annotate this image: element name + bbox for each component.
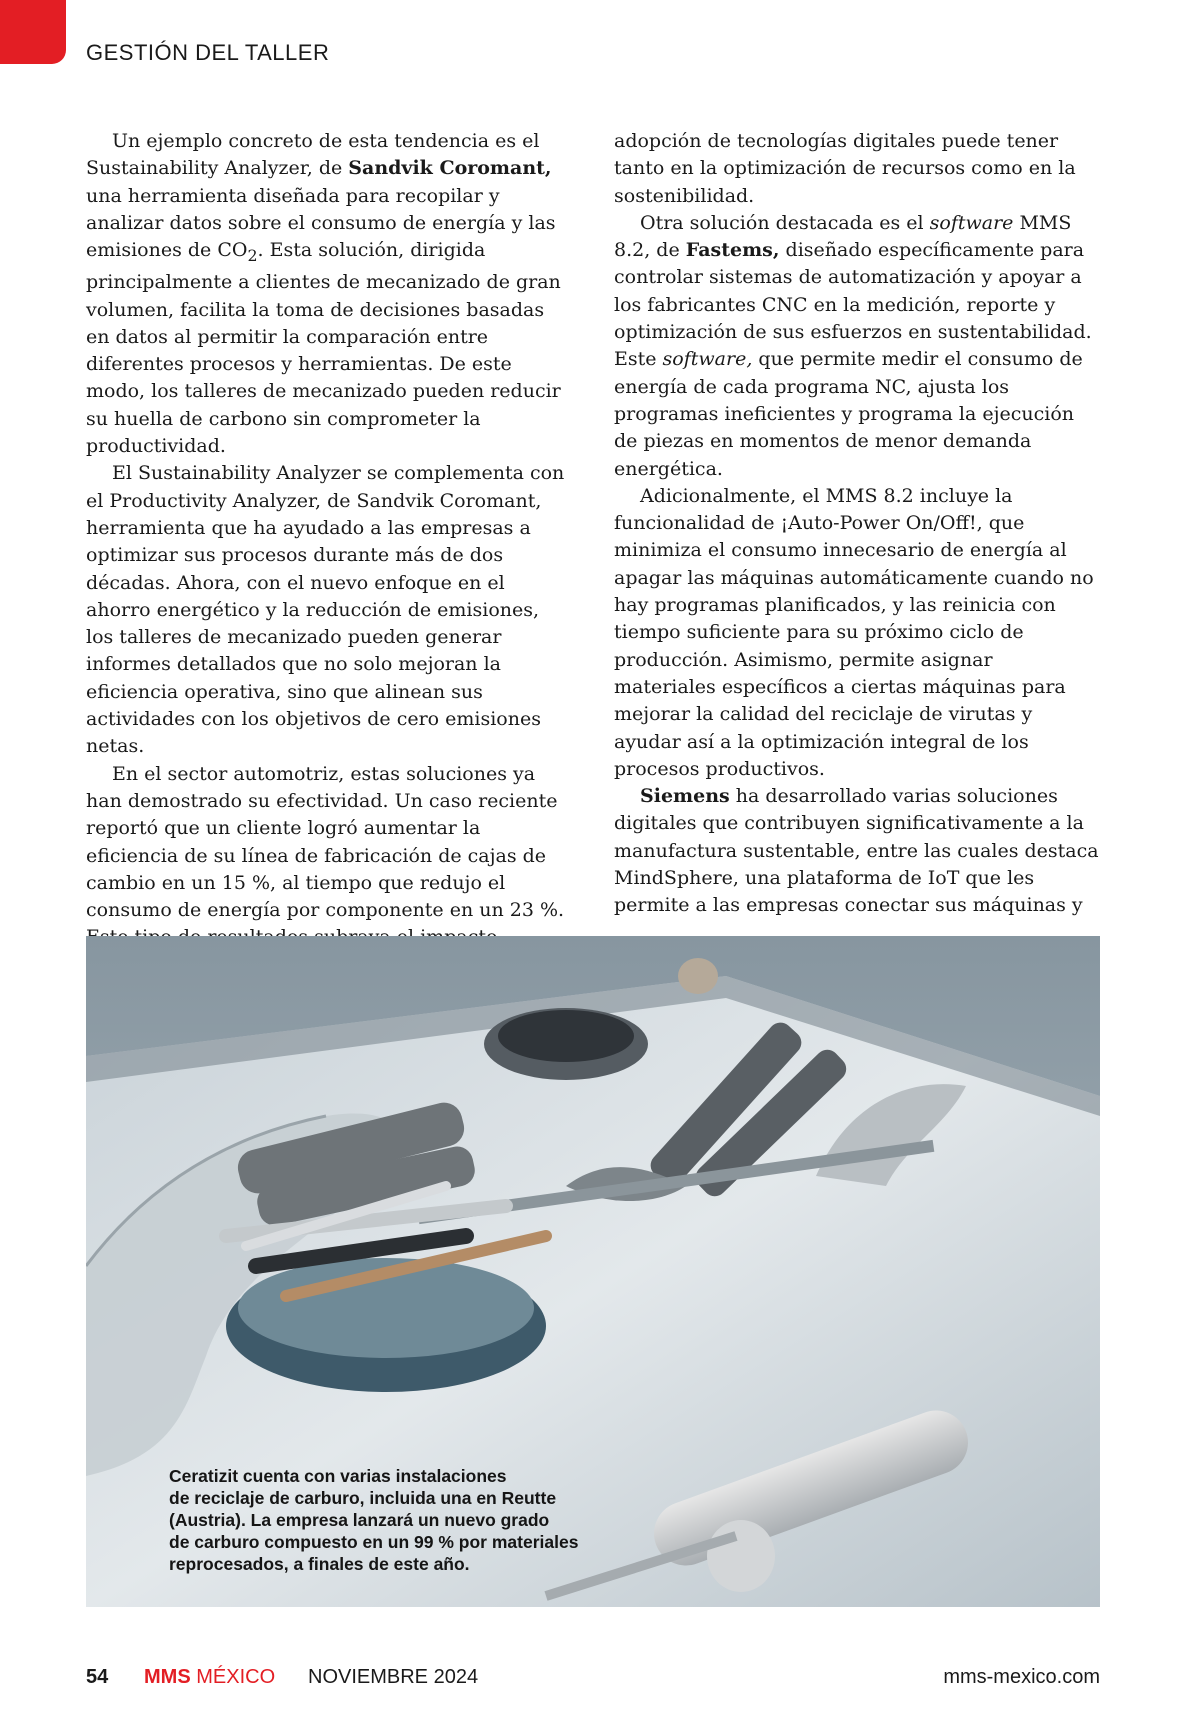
- italic-term: software: [929, 211, 1014, 234]
- paragraph: adopción de tecnologías digitales puede tener tanto en la optimización de recursos como en la sostenibilidad.: [614, 130, 1076, 207]
- caption-line: reprocesados, a finales de este año.: [169, 1554, 470, 1574]
- caption-line: de reciclaje de carburo, incluida una en Reutte: [169, 1488, 557, 1508]
- paragraph: [614, 210, 1100, 483]
- caption-line: Ceratizit cuenta con varias instalaciones: [169, 1466, 507, 1486]
- subscript: 2: [247, 245, 258, 265]
- text-run: . Esta solución, dirigida principalmente a clientes de mecanizado de gran volumen, facilita la toma de decisiones basadas en datos al permitir la comparación entre diferentes procesos y herramientas. De este modo, los talleres de mecanizado pueden reducir su huella de carbono sin comprometer la productividad.: [86, 239, 561, 458]
- italic-term: software,: [662, 348, 753, 371]
- website-url: mms-mexico.com: [943, 1666, 1100, 1688]
- company-name: Sandvik Coromant,: [348, 157, 552, 180]
- brand-mms: MMS: [144, 1666, 191, 1688]
- paragraph: En el sector automotriz, estas soluciones ya han demostrado su efectividad. Un caso reciente reportó que un cliente logró aumentar la eficiencia de su línea de fabricación de cajas de cambio en un 15 %, al tiempo que redujo el consumo de energía por componente en un 23 %.: [86, 762, 565, 922]
- article-column-right: [614, 128, 1100, 920]
- caption-line: de carburo compuesto en un 99 % por materiales: [169, 1532, 579, 1552]
- text-run: diseñado específicamente para controlar sistemas de automatización y apoyar a los fabricantes CNC en la medición, reporte y optimización de sus esfuerzos en sustentabilidad. Este: [614, 239, 1092, 371]
- issue-date: NOVIEMBRE 2024: [308, 1666, 479, 1688]
- brand-mexico: MÉXICO: [196, 1666, 276, 1688]
- company-name: Siemens: [640, 785, 730, 808]
- text-run: Otra solución destacada es el: [640, 211, 930, 234]
- section-tab-marker: [0, 0, 66, 64]
- paragraph: Adicionalmente, el MMS 8.2 incluye la funcionalidad de ¡Auto-Power On/Off!, que minimiza el consumo innecesario de energía al apagar las máquinas automáticamente cuando no hay programas planificados, y las reinicia con tiempo suficiente para su próximo ciclo de producción. Asimismo, permite asignar materiales específicos a ciertas máquinas para mejorar la calidad del reciclaje de virutas y ayudar así a la optimización integral de los procesos productivos.: [614, 484, 1094, 780]
- text-run: ha desarrollado varias soluciones digitales que contribuyen significativamente a la manufactura sustentable, entre las cuales destaca MindSphere, una plataforma de IoT que les permite a las empresas conectar sus máquinas y: [614, 785, 1099, 917]
- caption-line: (Austria). La empresa lanzará un nuevo grado: [169, 1510, 550, 1530]
- paragraph: [86, 128, 566, 460]
- text-run: que permite medir el consumo de energía de cada programa NC, ajusta los programas ineficientes y programa la ejecución de piezas en momentos de menor demanda energética.: [614, 348, 1083, 480]
- company-name: Fastems,: [685, 239, 780, 262]
- article-photo: [86, 936, 1100, 1607]
- text-run: una herramienta diseñada para recopilar y analizar datos sobre el consumo de energía y las emisiones de CO: [86, 184, 556, 262]
- text-run: MMS 8.2, de: [614, 211, 1072, 262]
- paragraph: [614, 783, 1100, 919]
- magazine-brand: [144, 1666, 275, 1689]
- section-title: GESTIÓN DEL TALLER: [86, 40, 330, 65]
- photo-caption: [169, 1465, 639, 1575]
- article-column-left: [86, 128, 566, 979]
- text-run: Un ejemplo concreto de esta tendencia es el Sustainability Analyzer, de: [86, 130, 540, 180]
- paragraph: El Sustainability Analyzer se complementa con el Productivity Analyzer, de Sandvik Coromant, herramienta que ha ayudado a las empresas a optimizar sus procesos durante más de dos décadas. Ahora, con el nuevo enfoque en el ahorro energético y la reducción de emisiones, los talleres de mecanizado pueden generar informes detallados que no solo mejoran la eficiencia operativa, sino que alinean sus actividades con los objetivos de cero emisiones netas.: [86, 462, 565, 758]
- page-number: 54: [86, 1666, 109, 1688]
